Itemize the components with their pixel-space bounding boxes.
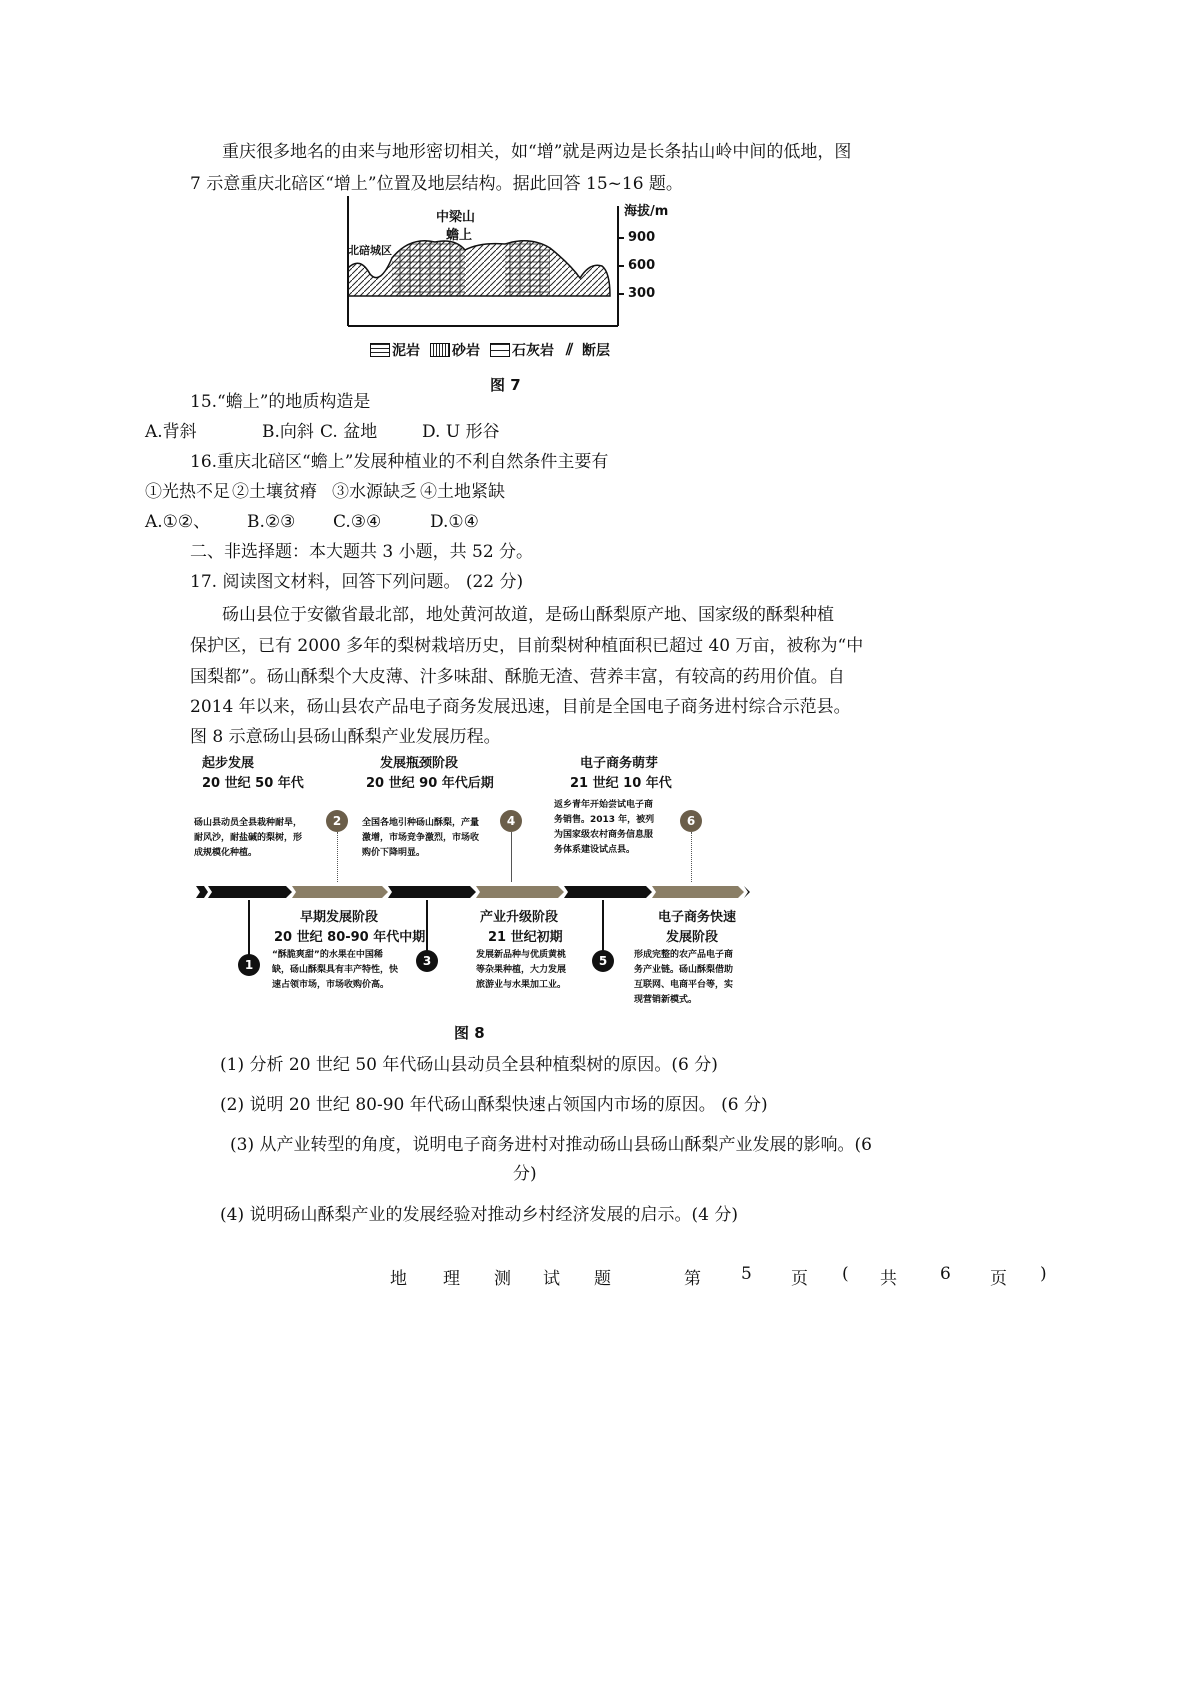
- mudstone-icon: [370, 343, 390, 357]
- stage-number-badge: 2: [326, 810, 348, 832]
- legend-label: 断层: [582, 343, 610, 359]
- q16-condition: ①光热不足: [145, 482, 230, 502]
- q15-option-b: B.向斜: [262, 422, 314, 442]
- stage-number-badge: 6: [680, 810, 702, 832]
- legend-label: 砂岩: [452, 343, 480, 359]
- stage-period: 20 世纪 90 年代后期: [366, 776, 494, 791]
- stage-desc: 形成完整的农产品电子商务产业链。砀山酥梨借助互联网、电商平台等，实现营销新模式。: [634, 950, 734, 1005]
- material-line: 2014 年以来，砀山县农产品电子商务发展迅速，目前是全国电子商务进村综合示范县。: [190, 697, 851, 717]
- legend-label: 石灰岩: [512, 343, 554, 359]
- footer-char: 第: [684, 1269, 701, 1289]
- figure-8: [190, 750, 760, 1050]
- fault-icon: ⫽: [566, 340, 574, 359]
- intro-line-2: 7 示意重庆北碚区“增上”位置及地层结构。据此回答 15~16 题。: [190, 174, 683, 194]
- stage-title: 电子商务萌芽: [580, 756, 659, 771]
- q15-option-a: A.背斜: [145, 422, 197, 442]
- q15-option-d: D. U 形谷: [422, 422, 500, 442]
- stage-desc: 砀山县动员全县栽种耐旱，耐风沙，耐盐碱的梨树，形成规模化种植。: [194, 818, 303, 858]
- footer-char: 理: [443, 1269, 460, 1289]
- timeline-arrow: [190, 882, 760, 902]
- stage-title: 起步发展: [202, 756, 255, 771]
- section-2-heading: 二、非选择题：本大题共 3 小题，共 52 分。: [190, 542, 534, 562]
- stage-desc: 全国各地引种砀山酥梨，产量激增，市场竞争激烈，市场收购价下降明显。: [362, 818, 480, 858]
- material-line: 保护区，已有 2000 多年的梨树栽培历史，目前梨树种植面积已超过 40 万亩，被称为“中: [190, 636, 864, 656]
- stage-title: 早期发展阶段: [300, 910, 379, 925]
- stage-number-badge: 3: [416, 950, 438, 972]
- q16-option-b: B.②③: [247, 512, 296, 532]
- stage-period: 21 世纪 10 年代: [570, 776, 672, 791]
- q16-option-c: C.③④: [333, 512, 382, 532]
- place-label: 蟾上: [446, 228, 473, 243]
- footer-char: 测: [494, 1269, 511, 1289]
- tick-label: 600: [628, 258, 656, 273]
- legend-label: 泥岩: [392, 343, 420, 359]
- q16-stem: 16.重庆北碚区“蟾上”发展种植业的不利自然条件主要有: [190, 452, 609, 472]
- q16-option-a: A.①②、: [145, 512, 211, 532]
- q16-condition: ③水源缺乏: [332, 482, 417, 502]
- figure-7-cross-section: [340, 196, 670, 396]
- tick-label: 900: [628, 230, 656, 245]
- footer-char: ): [1040, 1264, 1047, 1284]
- figure-7-legend: [370, 340, 660, 360]
- footer-char: (: [842, 1264, 849, 1284]
- q17-subquestion: (1) 分析 20 世纪 50 年代砀山县动员全县种植梨树的原因。(6 分): [220, 1055, 718, 1075]
- figure-8-caption: 图 8: [454, 1024, 485, 1042]
- stage-number-badge: 4: [500, 810, 522, 832]
- footer-char: 共: [880, 1269, 897, 1289]
- stage-desc: “酥脆爽甜”的水果在中国稀缺，砀山酥梨具有丰产特性，快速占领市场，市场收购价高。: [272, 950, 399, 990]
- footer-char: 页: [791, 1269, 808, 1289]
- q17-subquestion: (4) 说明砀山酥梨产业的发展经验对推动乡村经济发展的启示。(4 分): [220, 1205, 738, 1225]
- stage-desc: 发展新品种与优质黄桃等杂果种植，大力发展旅游业与水果加工业。: [476, 950, 567, 990]
- footer-char: 5: [741, 1264, 752, 1284]
- axis-title: 海拔/m: [624, 204, 669, 219]
- footer-char: 试: [543, 1269, 560, 1289]
- footer-char: 地: [390, 1269, 407, 1289]
- tick-label: 300: [628, 286, 656, 301]
- q15-option-c: C. 盆地: [320, 422, 378, 442]
- footer-char: 6: [940, 1264, 951, 1284]
- material-line: 砀山县位于安徽省最北部，地处黄河故道，是砀山酥梨原产地、国家级的酥梨种植: [222, 605, 834, 625]
- sandstone-icon: [430, 343, 450, 357]
- stage-number-badge: 1: [238, 954, 260, 976]
- q17-subquestion: (2) 说明 20 世纪 80-90 年代砀山酥梨快速占领国内市场的原因。 (6 分): [220, 1095, 768, 1115]
- stage-period: 发展阶段: [666, 930, 719, 945]
- figure-7: [340, 196, 670, 396]
- stage-title: 产业升级阶段: [480, 910, 559, 925]
- stage-number-badge: 5: [592, 950, 614, 972]
- material-line: 图 8 示意砀山县砀山酥梨产业发展历程。: [190, 727, 501, 747]
- footer-char: 题: [594, 1269, 611, 1289]
- intro-line-1: 重庆很多地名的由来与地形密切相关，如“增”就是两边是长条拈山岭中间的低地，图: [222, 142, 852, 162]
- footer-char: 页: [990, 1269, 1007, 1289]
- limestone-icon: [490, 343, 510, 357]
- q17-subquestion: (3) 从产业转型的角度，说明电子商务进村对推动砀山县砀山酥梨产业发展的影响。(6: [230, 1135, 872, 1155]
- q16-condition: ④土地紧缺: [420, 482, 505, 502]
- q16-condition: ②土壤贫瘠: [232, 482, 317, 502]
- figure-7-caption: 图 7: [490, 376, 521, 394]
- q17-subquestion-cont: 分): [513, 1164, 537, 1184]
- stage-title: 发展瓶颈阶段: [380, 756, 459, 771]
- stage-desc: 返乡青年开始尝试电子商务销售。2013 年，被列为国家级农村商务信息服务体系建设试点县。: [554, 800, 655, 855]
- q16-option-d: D.①④: [430, 512, 479, 532]
- material-line: 国梨都”。砀山酥梨个大皮薄、汁多味甜、酥脆无渣、营养丰富，有较高的药用价值。自: [190, 667, 845, 687]
- q17-stem: 17. 阅读图文材料，回答下列问题。 (22 分): [190, 572, 524, 592]
- city-label: 北碚城区: [348, 244, 392, 257]
- stage-period: 20 世纪 80-90 年代中期: [274, 930, 426, 945]
- stage-title: 电子商务快速: [658, 910, 737, 925]
- stage-period: 21 世纪初期: [488, 930, 563, 945]
- stage-period: 20 世纪 50 年代: [202, 776, 304, 791]
- q15-stem: 15.“蟾上”的地质构造是: [190, 392, 371, 412]
- mountain-label: 中梁山: [436, 210, 476, 225]
